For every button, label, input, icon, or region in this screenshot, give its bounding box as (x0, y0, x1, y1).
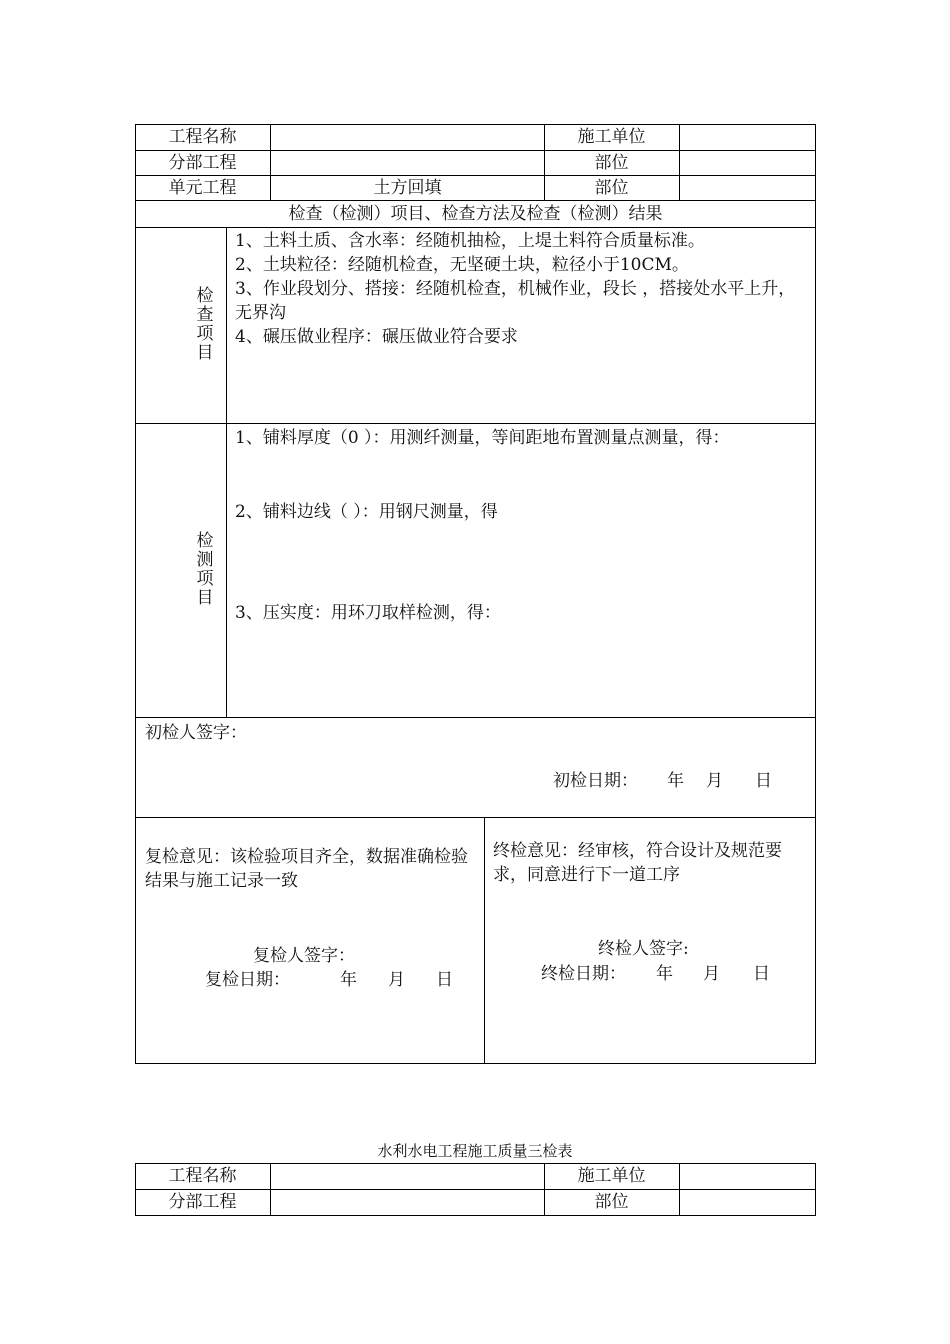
row-divider (135, 717, 816, 718)
inspection-item: 3、作业段划分、搭接：经随机检查，机械作业，段长 ，搭接处水平上升，无界沟 (235, 279, 796, 323)
recheck-date-month: 月 (388, 970, 405, 990)
inspection-items-label: 检查项目 (196, 286, 214, 363)
recheck-signature-label: 复检人签字： (253, 946, 355, 966)
form-title: 水利水电工程施工质量三检表 (377, 1142, 573, 1160)
row-divider (135, 200, 816, 201)
col-divider (679, 124, 680, 200)
initial-date-month: 月 (706, 771, 723, 791)
col-divider (226, 227, 227, 717)
final-date-day: 日 (753, 964, 770, 984)
col-divider (679, 1163, 680, 1216)
initial-date-day: 日 (755, 771, 772, 791)
final-opinion: 终检意见：经审核，符合设计及规范要求，同意进行下一道工序 (493, 841, 782, 885)
final-date-month: 月 (703, 964, 720, 984)
final-date-year: 年 (656, 964, 673, 984)
row-divider (135, 227, 816, 228)
recheck-date-year: 年 (340, 970, 357, 990)
testing-item: 1、铺料厚度（0 ）：用测纤测量，等间距地布置测量点测量，得： (235, 428, 730, 448)
recheck-date-label: 复检日期： (205, 970, 290, 990)
final-date-label: 终检日期： (541, 964, 626, 984)
row-divider (135, 423, 816, 424)
inspection-items-list (235, 229, 807, 349)
unit-label: 单元工程 (168, 178, 237, 198)
section-heading: 检查（检测）项目、检查方法及检查（检测）结果 (288, 204, 663, 224)
col-divider (270, 1163, 271, 1216)
recheck-date-day: 日 (436, 970, 453, 990)
position-label: 部位 (594, 153, 629, 173)
initial-signature-label: 初检人签字： (145, 723, 247, 743)
position-label: 部位 (594, 1192, 629, 1212)
division-label: 分部工程 (168, 1192, 237, 1212)
testing-item: 2、铺料边线（ ）：用钢尺测量，得 (235, 502, 498, 522)
testing-items-label: 检测项目 (196, 531, 214, 608)
initial-date-label: 初检日期： (553, 771, 638, 791)
inspection-item: 1、土料土质、含水率：经随机抽检，上堤土料符合质量标准。 (235, 231, 705, 251)
row-divider (135, 817, 816, 818)
col-divider (484, 817, 485, 1064)
testing-item: 3、压实度：用环刀取样检测，得： (235, 603, 501, 623)
final-signature-label: 终检人签字: (598, 939, 689, 959)
project-name-label: 工程名称 (168, 127, 237, 147)
division-label: 分部工程 (168, 153, 237, 173)
initial-date-year: 年 (667, 771, 684, 791)
project-name-label: 工程名称 (168, 1166, 237, 1186)
position2-label: 部位 (594, 178, 629, 198)
unit-value: 土方回填 (373, 178, 442, 198)
contractor-label: 施工单位 (577, 127, 646, 147)
recheck-opinion: 复检意见：该检验项目齐全，数据准确检验结果与施工记录一致 (145, 847, 468, 891)
inspection-item: 2、土块粒径：经随机检查，无坚硬土块，粒径小于10CM。 (235, 255, 689, 275)
contractor-label: 施工单位 (577, 1166, 646, 1186)
inspection-item: 4、碾压做业程序：碾压做业符合要求 (235, 327, 518, 347)
